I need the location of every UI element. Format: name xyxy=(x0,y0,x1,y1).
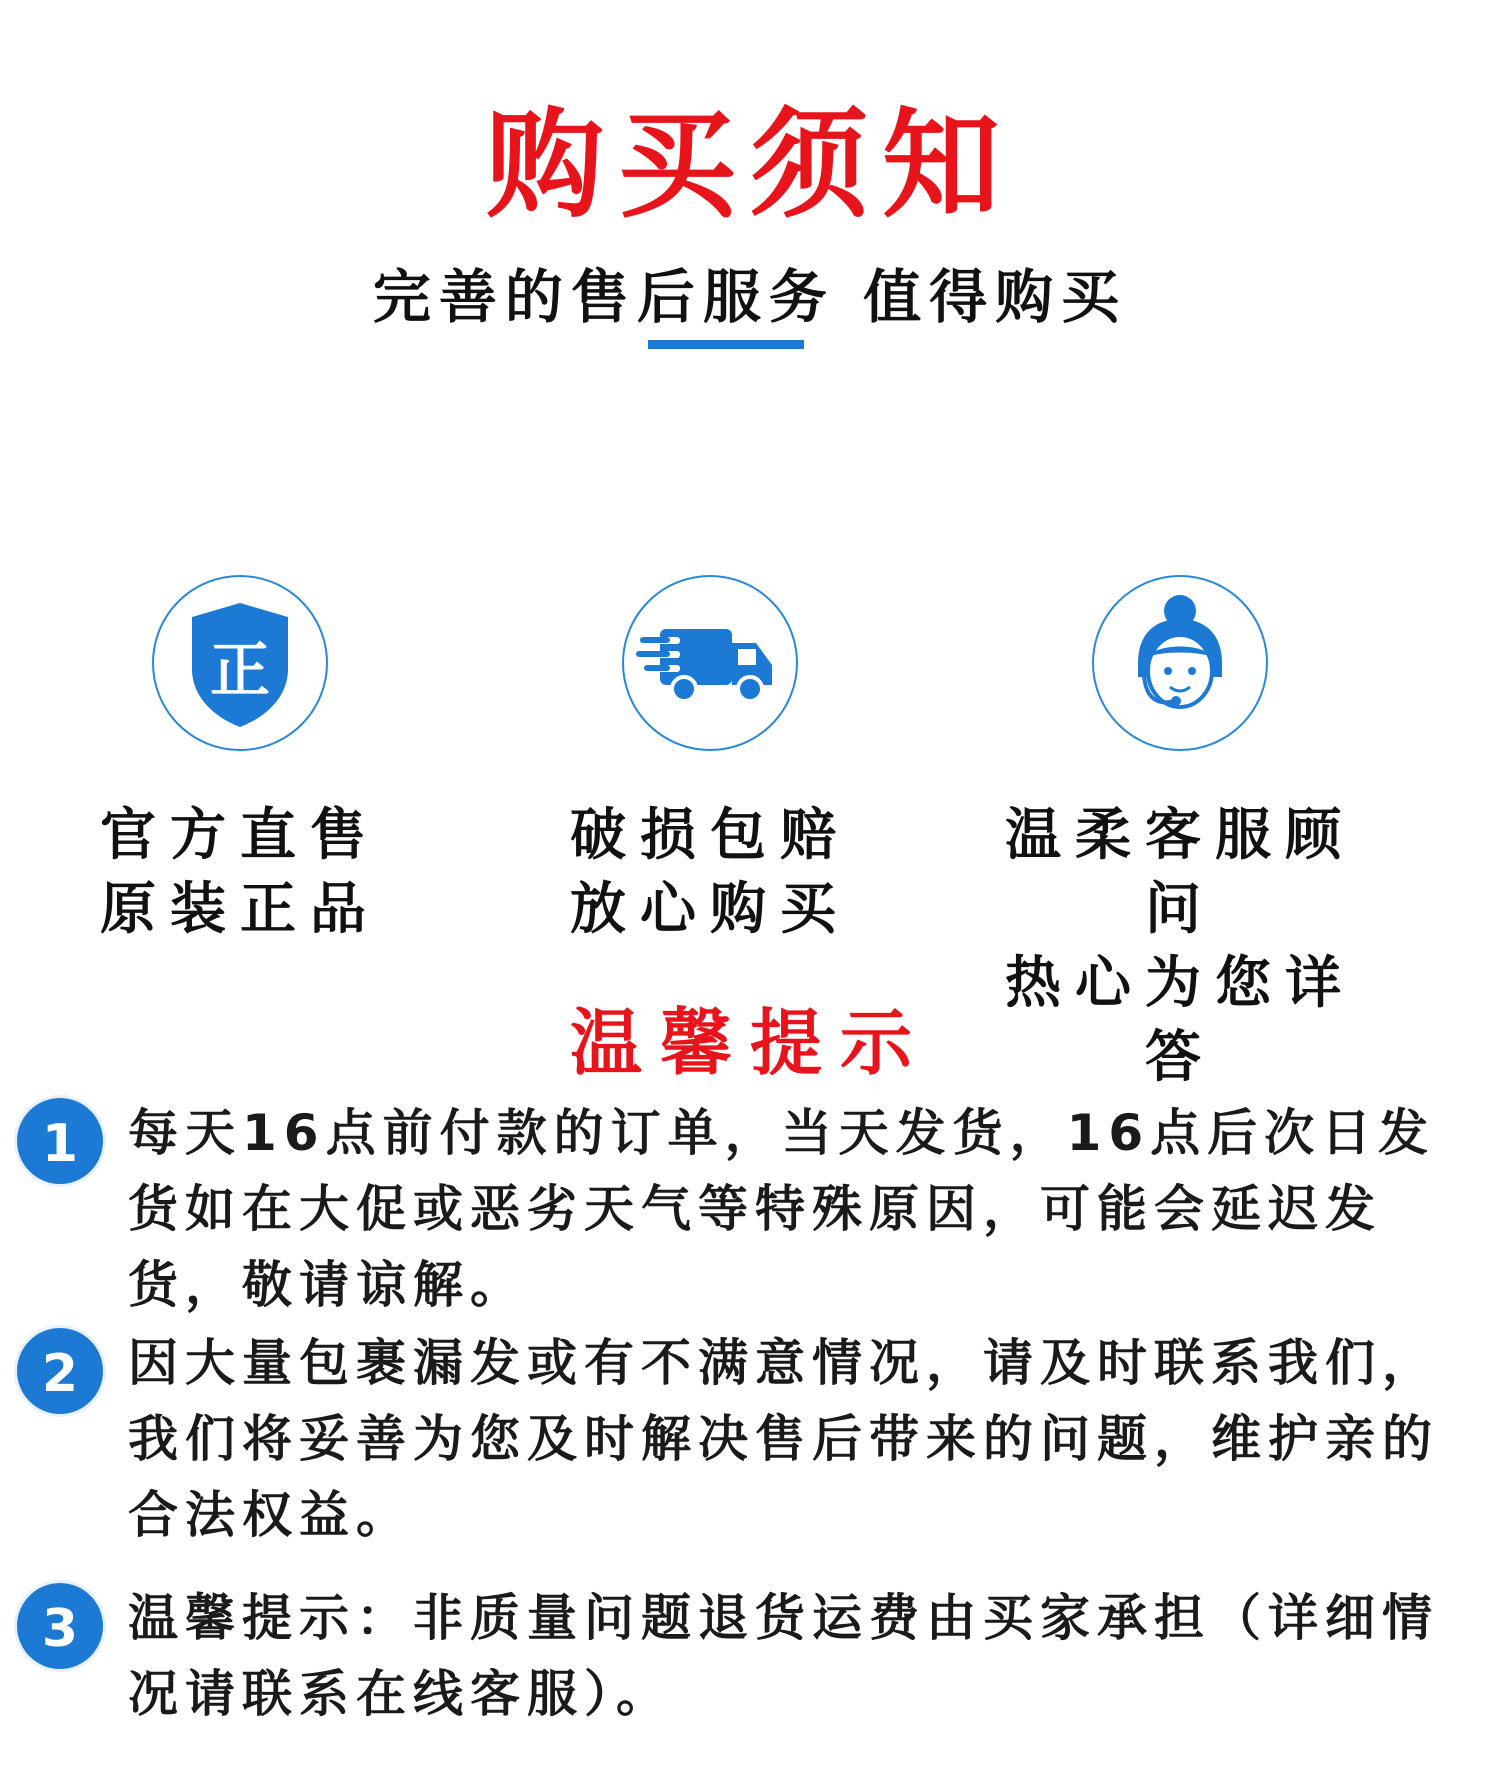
feature-icon-circle xyxy=(622,575,798,751)
feature-official xyxy=(40,575,440,947)
feature-line1: 温柔客服顾问 xyxy=(1005,803,1355,942)
customer-service-icon xyxy=(1094,577,1266,749)
shield-icon xyxy=(154,577,326,749)
tips-title: 温馨提示 xyxy=(569,1001,930,1085)
feature-line2: 放心购买 xyxy=(570,877,850,942)
title-underline xyxy=(648,340,804,349)
tip-number-badge: 3 xyxy=(14,1580,106,1672)
page-title: 购买须知 xyxy=(485,95,1014,234)
tip-number-badge: 1 xyxy=(14,1095,106,1187)
feature-icon-circle xyxy=(1092,575,1268,751)
tip-text: 因大量包裹漏发或有不满意情况，请及时联系我们，我们将妥善为您及时解决售后带来的问题，维护亲的合法权益。 xyxy=(128,1334,1439,1544)
feature-line2: 热心为您详答 xyxy=(1005,951,1355,1090)
feature-line1: 官方直售 xyxy=(100,803,380,868)
tip-number-badge: 2 xyxy=(14,1325,106,1417)
feature-line2: 原装正品 xyxy=(100,877,380,942)
page-subtitle: 完善的售后服务 值得购买 xyxy=(372,263,1128,331)
feature-icon-circle xyxy=(152,575,328,751)
feature-line1: 破损包赔 xyxy=(570,803,850,868)
tip-text: 温馨提示：非质量问题退货运费由买家承担（详细情况请联系在线客服）。 xyxy=(128,1589,1439,1723)
feature-damage xyxy=(510,575,910,947)
shield-icon-text: 正 xyxy=(210,636,270,706)
tip-text: 每天16点前付款的订单，当天发货，16点后次日发货如在大促或恶劣天气等特殊原因，可能会延迟发货，敬请谅解。 xyxy=(128,1104,1436,1314)
truck-icon xyxy=(624,577,796,749)
